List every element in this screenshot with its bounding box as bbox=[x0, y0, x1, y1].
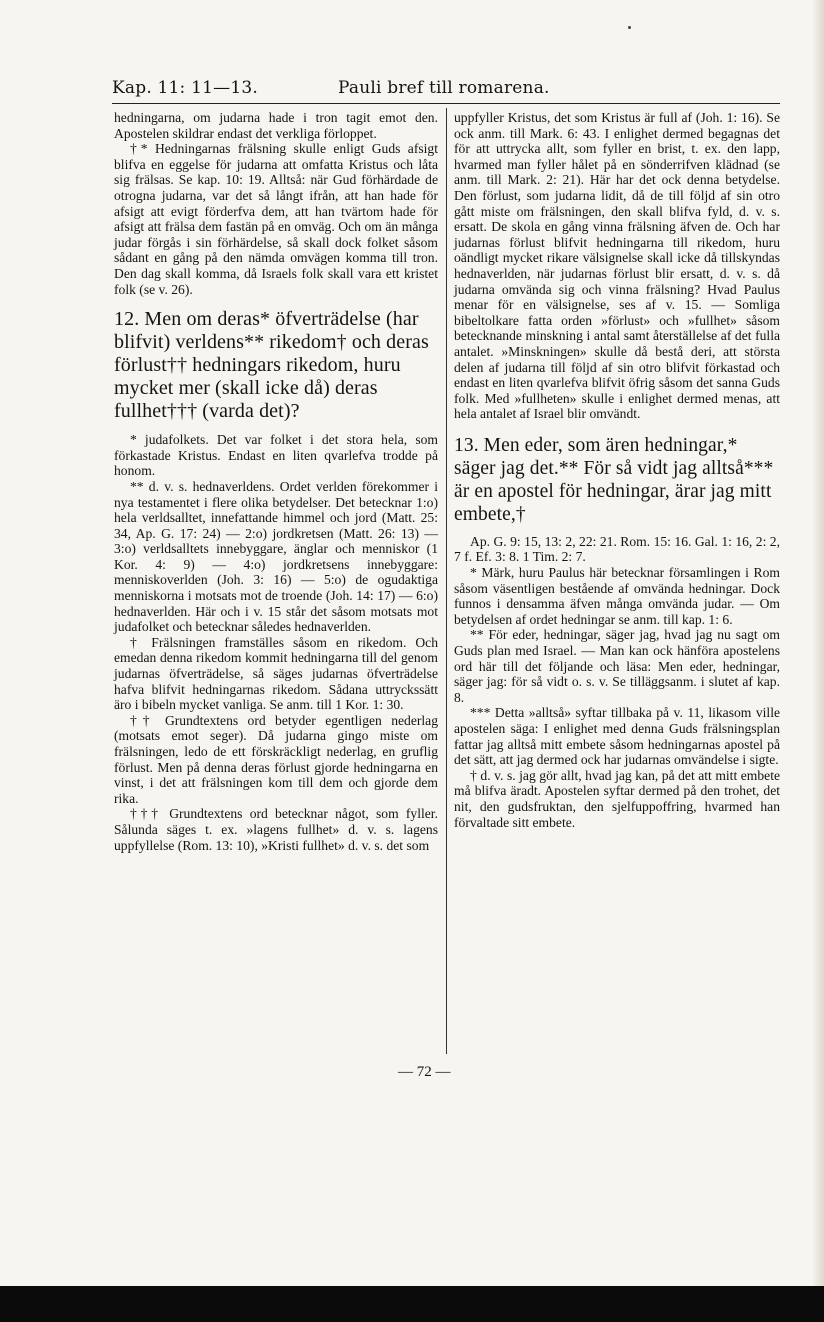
verse-13: 13. Men eder, som ären hedningar,* säger jag det.** För så vidt jag alltså*** är en apostel för hedningar, ärar jag mitt embete,† bbox=[454, 434, 774, 525]
commentary-paragraph-continued: uppfyller Kristus, det som Kristus är full af (Joh. 1: 16). Se ock anm. till Mark. 6: 43. I enlighet dermed begagnas det för att uttrycka allt, som fyller en brist, t. ex. den lapp, hvarmed man fyller hålet på en sönderrifven klädnad (se anm. till Mark. 2: 21). Här har det ock denna betydelse. Den förlust, som judarna lidit, då de till följd af sin otro gått miste om frälsningen, den skall blifva fyld, d. v. s. ersatt. De skola en gång vinna frälsning äfven de. Och har judarnas förlust blifvit hedningarna till rikedom, huru oändligt mycket rikare välsignelse skall icke då tillskyndas hednaverlden, när judarnas förlust blir ersatt, d. v. s. då judarna omvända sig och vinna frälsning? Hvad Paulus menar för en välsignelse, ses af v. 15. — Somliga bibeltolkare fatta orden »förlust» och »fullhet» såsom betecknande minskning i antal samt återställelse af det fulla antalet. »Minskningen» skulle då bestå deri, att största delen af judarna till följd af sin otro blifvit förkastad och endast en liten qvarlefva blifvit öfrig såsom det sanna Guds folk. Med »fullheten» skulle i enlighet dermed menas, att hela antalet af Israel blir omvändt. bbox=[454, 110, 780, 422]
footnote-verlden: ** d. v. s. hednaverldens. Ordet verlden förekommer i nya testamentet i flere olika betydelser. Det betecknar 1:o) hela verldsalltet, innefattande himmel och jord (Matt. 25: 34, Ap. G. 17: 24) — 2:o) jordkretsen (Matt. 26: 13) — 3:o) verldsalltets innebyggare, änglar och menniskor (1 Kor. 4: 9) — 4:o) jordkretsens innebyggare: menniskoverlden (Joh. 3: 16) — 5:o) de ogudaktiga menniskorna i motsats mot de troende (Joh. 14: 17) — 6:o) hednaverlden. Här och i v. 15 står det såsom motsats mot judafolket och betecknar således hednaverlden. bbox=[114, 478, 438, 635]
footnote-forlust: †† Grundtextens ord betyder egentligen nederlag (motsats emot seger). Då judarna gingo miste om frälsningen, ledo de ett förskräckligt nederlag, en gruflig förlust. Men på denna deras förlust gjorde hedningarna en vinst, i det att frälsningen kom till dem och gjorde dem rika. bbox=[114, 712, 438, 806]
footnote-hedningar: * Märk, huru Paulus här betecknar församlingen i Rom såsom väsentligen bestående af omvända hedningar. Dock funnos i densamma äfven många omvända judar. — Om betydelsen af ordet hedningar se anm. till kap. 1: 6. bbox=[454, 565, 780, 627]
commentary-note: †* Hedningarnas frälsning skulle enligt Guds afsigt blifva en eggelse för judarna att omfatta Kristus och låta sig frälsas. Se kap. 10: 19. Alltså: när Gud förhärdade de otrogna judarna, var det så långt ifrån, att han hade för afsigt att evigt förderfva dem, att han tvärtom hade för afsigt att frälsa dem fastän på en omväg. Och om än många judar förgås i sin förhärdelse, så skall dock folket såsom sådant en gång på den nämda omvägen komma till tron. Den dag skall komma, då Israels folk skall vara ett kristet folk (se v. 26). bbox=[114, 141, 438, 297]
footnote-alltsa: *** Detta »alltså» syftar tillbaka på v. 11, likasom ville apostelen säga: I enlighet med denna Guds frälsningsplan fattar jag alltså mitt embete såsom hedningarnas apostel på det sätt, att jag dermed ock har judarnas omvändelse i sigte. bbox=[454, 705, 780, 768]
verse-12: 12. Men om deras* öfverträdelse (har blifvit) verldens** rikedom† och deras förlust†† hedningars rikedom, huru mycket mer (skall icke då) deras fullhet††† (varda det)? bbox=[114, 308, 429, 423]
footnote-rikedom: † Frälsningen framställes såsom en rikedom. Och emedan denna rikedom kommit hedningarna till del genom judarnas öfverträdelse, så säges judarnas öfverträdelse hafva blifvit hedningarnas rikedom. Sådana uttryckssätt äro i bibeln mycket vanliga. Se anm. till 1 Kor. 1: 30. bbox=[114, 634, 438, 713]
scan-border bbox=[0, 1286, 824, 1322]
footnote-judafolkets: * judafolkets. Det var folket i det stora hela, som förkastade Kristus. Endast en liten qvarlefva trodde på honom. bbox=[114, 432, 438, 479]
chapter-reference: Kap. 11: 11—13. bbox=[112, 78, 258, 98]
footnote-embete: † d. v. s. jag gör allt, hvad jag kan, på det att mitt embete må blifva äradt. Apostelen syftar dermed på den trohet, det nit, den gudsfruktan, den sjelfuppoffring, hvarmed han förvaltade sitt embete. bbox=[454, 767, 780, 830]
page-edge-shadow bbox=[812, 0, 824, 1322]
cross-references: Ap. G. 9: 15, 13: 2, 22: 21. Rom. 15: 16. Gal. 1: 16, 2: 2, 7 f. Ef. 3: 8. 1 Tim. 2: 7. bbox=[454, 533, 780, 565]
commentary-paragraph: hedningarna, om judarna hade i tron tagit emot den. Apostelen skildrar endast det verkliga förloppet. bbox=[114, 110, 438, 141]
right-column bbox=[454, 110, 780, 830]
footnote-for-eder: ** För eder, hedningar, säger jag, hvad jag nu sagt om Guds plan med Israel. — Man kan ock hänföra apostelens ord här till det följande och läsa: Men eder, hedningar, säger jag: för så vidt o. s. v. Se tilläggsanm. i slutet af kap. 8. bbox=[454, 627, 780, 705]
book-title: Pauli bref till romarena. bbox=[338, 78, 550, 98]
header-rule bbox=[112, 103, 780, 104]
scan-speck bbox=[628, 26, 631, 29]
page-number: — 72 — bbox=[398, 1064, 451, 1080]
footnote-fullhet: ††† Grundtextens ord betecknar något, som fyller. Sålunda säges t. ex. »lagens fullhet» d. v. s. lagens uppfyllelse (Rom. 13: 10), »Kristi fullhet» d. v. s. det som bbox=[114, 806, 438, 853]
left-column bbox=[114, 110, 438, 853]
column-divider bbox=[446, 108, 447, 1054]
